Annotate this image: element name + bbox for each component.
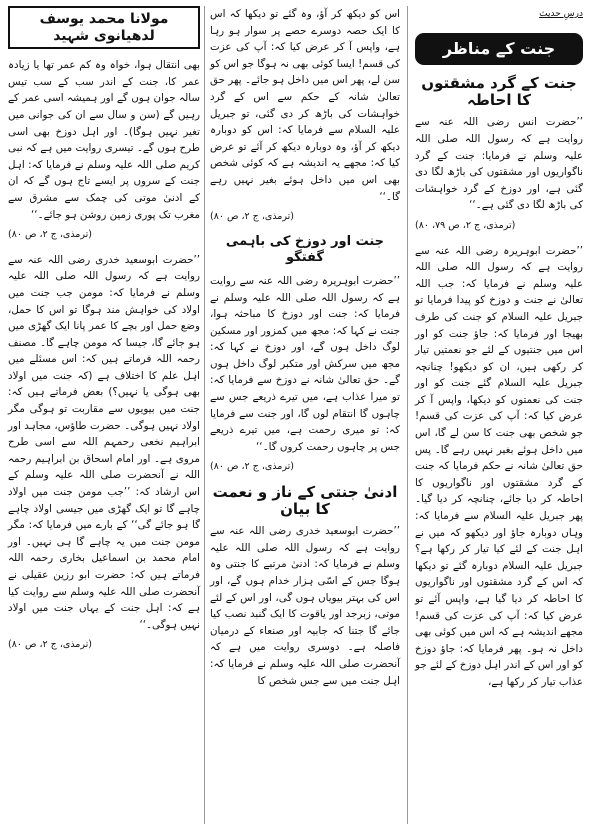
reference: (ترمذی، ج ۲، ص ۸۰) <box>8 639 92 651</box>
column-left <box>8 6 200 662</box>
title-banner: جنت کے مناظر <box>415 33 583 66</box>
reference: (ترمذی، ج ۲، ص ۸۰) <box>210 211 294 223</box>
hadith-paragraph: ’’حضرت ابوسعید خدری رضی اللہ عنہ سے روایت ہے کہ رسول اللہ صلی اللہ علیہ وسلم نے فرمایا کہ: مومن جب جنت میں اولاد کی خواہش مند ہوگا تو اس کا حمل، وضع حمل اور بچے کا عمر پانا ایک گھڑی میں ہو جائے گا، جیسا کہ مومن چاہے گا۔ مصنف رحمہ اللہ فرماتے ہیں کہ: اس مسئلے میں اہل علم کا اختلاف ہے (کہ جنت میں اولاد بھی ہوگی یا نہیں؟) بعض فرماتے ہیں کہ: جنت میں بیویوں سے مقاربت تو ہوگی مگر اولاد نہیں ہوگی۔ حضرت طاؤس، مجاہد اور ابراہیم نخعی رحمہم اللہ سے اسی طرح مروی ہے۔ اور امام اسحاق بن ابراہیم رحمہ اللہ نے آنحضرت صلی اللہ علیہ وسلم کے اس ارشاد کہ: ’’جب مومن جنت میں اولاد چاہے گا تو ایک گھڑی میں جیسی اولاد چاہے گا ہو جائے گی‘‘ کے بارے میں فرمایا کہ: مگر مومن جنت میں یہ چاہے گا ہی نہیں۔ اور امام محمد بن اسماعیل بخاری رحمہ اللہ فرماتے ہیں کہ: حضرت ابو رزین عقیلی نے آنحضرت صلی اللہ علیہ وسلم سے روایت کیا ہے کہ: اہل جنت کے یہاں جنت میں اولاد نہیں ہوگی۔‘‘ <box>8 253 200 631</box>
section-heading: جنت اور دوزخ کی باہمی گفتگو <box>225 233 385 266</box>
hadith-paragraph: ’’حضرت ابوہریرہ رضی اللہ عنہ سے روایت ہے کہ رسول اللہ صلی اللہ علیہ وسلم نے فرمایا کہ: جنت اور دوزخ کا مباحثہ ہوا، جنت نے کہا کہ: مجھ میں کمزور اور مسکین لوگ داخل ہوں گے، اور دوزخ نے کہا کہ: مجھ میں سرکش اور متکبر لوگ داخل ہوں گے۔ حق تعالیٰ شانہ نے دوزخ سے فرمایا کہ: تو میرا عذاب ہے، میں تیرے ذریعے جس سے چاہوں گا انتقام لوں گا، اور جنت سے فرمایا کہ: تو میری رحمت ہے، میں تیرے ذریعے جس پر چاہوں رحمت کروں گا۔‘‘ <box>210 274 400 453</box>
section-label: درسِ حدیث <box>539 9 583 19</box>
section-heading: جنت کے گرد مشقتوں کا احاطہ <box>421 74 577 109</box>
column-divider <box>204 6 205 824</box>
hadith-paragraph: ’’حضرت انس رضی اللہ عنہ سے روایت ہے کہ رسول اللہ صلی اللہ علیہ وسلم نے فرمایا: جنت کے گرد ناگواریوں اور مشقتوں کی باڑھ لگا دی گئی ہے، اور دوزخ کے گرد خواہشات کی باڑھ لگا دی گئی ہے۔‘‘ <box>415 116 583 212</box>
hadith-paragraph: اس کو دیکھ کر آؤ، وہ گئے تو دیکھا کہ اس کا ایک حصہ دوسرے حصے پر سوار ہو رہا ہے، واپس آ کر عرض کیا کہ: آپ کی عزت کی قسم! ایسا کوئی بھی نہ ہوگا جو اس کو سن لے، پھر اس میں داخل ہو جائے۔ پھر حق تعالیٰ شانہ کے حکم سے اس کے گرد خواہشات کی باڑھ کر دی گئی، تو جبریل علیہ السلام سے فرمایا کہ: اس کو دوبارہ دیکھ کر آؤ، وہ دوبارہ دیکھ کر آئے تو عرض کیا کہ: مجھے یہ اندیشہ ہے کہ کوئی شخص بھی اس میں داخل ہوئے بغیر نہیں رہے گا۔‘‘ <box>210 8 400 203</box>
reference: (ترمذی، ج ۲، ص ۷۹، ۸۰) <box>415 219 516 231</box>
reference: (ترمذی، ج ۲، ص ۸۰) <box>8 229 92 241</box>
section-heading: ادنیٰ جنتی کے ناز و نعمت کا بیان <box>212 483 398 518</box>
hadith-paragraph: بھی انتقال ہوا، خواہ وہ کم عمر تھا یا زیادہ عمر کا، جنت کے اندر سب کے سب تیس سالہ جوان ہوں گے اور ہمیشہ اسی عمر کے رہیں گے (سن و سال سے ان کی جوانی میں تغیر نہیں ہوگا)۔ اور اہل دوزخ بھی اسی طرح ہوں گے۔ تیسری روایت میں ہے کہ نبی کریم صلی اللہ علیہ وسلم نے فرمایا کہ: اہل جنت کے سروں پر ایسے تاج ہوں گے کہ ان کے ادنیٰ موتی کی چمک سے مشرق سے مغرب تک پوری زمین روشن ہو جائے۔‘‘ <box>8 59 200 221</box>
hadith-paragraph: ’’حضرت ابوسعید خدری رضی اللہ عنہ سے روایت ہے کہ رسول اللہ صلی اللہ علیہ وسلم نے فرمایا کہ: ادنیٰ مرتبے کا جنتی وہ ہوگا جس کے اسّی ہزار خدام ہوں گے، اور اس کی بہتر بیویاں ہوں گی، اور اس کے لئے موتی، زبرجد اور یاقوت کا ایک گنبد نصب کیا جائے گا جتنا کہ جابیہ اور صنعاء کے درمیان فاصلہ ہے۔ دوسری روایت میں ہے کہ آنحضرت صلی اللہ علیہ وسلم نے فرمایا کہ: اہل جنت میں سے جس شخص کا <box>210 525 400 687</box>
author-name: مولانا محمد یوسف لدھیانوی شہید <box>8 6 200 49</box>
column-middle <box>210 6 400 693</box>
hadith-paragraph: ’’حضرت ابوہریرہ رضی اللہ عنہ سے روایت ہے کہ رسول اللہ صلی اللہ علیہ وسلم نے فرمایا کہ: جب اللہ تعالیٰ نے جنت و دوزخ کو پیدا فرمایا تو جبریل علیہ السلام کو جنت کی طرف بھیجا اور فرمایا کہ: جاؤ جنت کو اور اس میں جنتیوں کے لئے جو نعمتیں تیار کر رکھی ہیں، ان کو دیکھو! چنانچہ جبریل علیہ السلام گئے جنت کو اور جنت کی نعمتوں کو دیکھا، واپس آ کر عرض کیا کہ: آپ کی عزت کی قسم! جو شخص بھی جنت کا سن لے گا، اس میں داخل ہوئے بغیر نہیں رہے گا۔ پس حق تعالیٰ شانہ نے حکم فرمایا کہ جنت کے گرد مشقتوں اور ناگواریوں کا احاطہ کر دیا جائے، چنانچہ کر دیا گیا۔ پھر جبریل علیہ السلام سے فرمایا کہ: وہاں دوبارہ جاؤ اور دیکھو کہ میں نے اہل جنت کے لئے کیا تیار کر رکھا ہے؟ جبریل علیہ السلام دوبارہ گئے تو دیکھا کہ اس کے گرد مشقتوں اور ناگواریوں کا احاطہ کر دیا گیا ہے، واپس آئے تو عرض کیا کہ: آپ کی عزت کی قسم! مجھے اندیشہ ہے کہ اس میں کوئی بھی داخل نہ ہو۔ پھر فرمایا کہ: جاؤ دوزخ کو اور اس کے اندر اہل دوزخ کے لئے جو عذاب تیار کر رکھا ہے، <box>415 244 583 688</box>
column-divider <box>407 6 408 824</box>
column-right <box>415 6 583 695</box>
reference: (ترمذی، ج ۲، ص ۸۰) <box>210 461 294 473</box>
